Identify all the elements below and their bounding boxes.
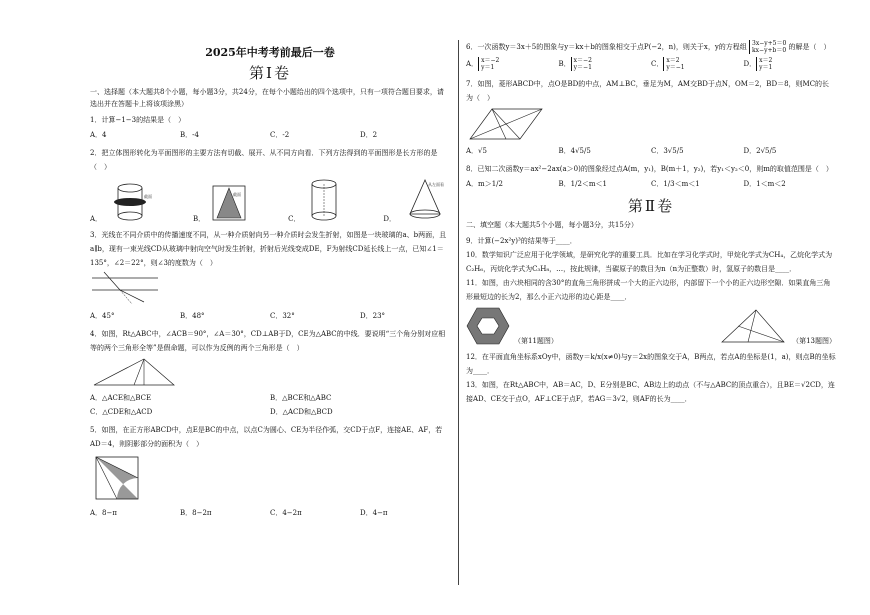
- option: B．48°: [180, 312, 205, 320]
- option: [559, 57, 652, 71]
- figure-label: 截面: [233, 192, 242, 197]
- question-1-options: [90, 130, 450, 140]
- option-figure: [288, 176, 344, 224]
- question-4-figure: [90, 355, 180, 389]
- question-11: 11．如图，由六块相同的含30°的直角三角形拼成一个大的正六边形，内部留下一个小的正六边形空隙．如果直角三角形最短边的长为2，那么小正六边形的边心距是____．: [466, 279, 831, 301]
- question-7: 7．如图，菱形ABCD中，点O是BD的中点，AM⊥BC，垂足为M，AM交BD于点N，OM＝2，BD＝8，则MC的长为（ ）: [466, 80, 830, 102]
- question-6-stem-end: 的解是（ ）: [788, 43, 831, 51]
- option: C．-2: [270, 131, 290, 139]
- option: D．2√5/5: [743, 147, 777, 155]
- option: C．4−2π: [270, 509, 302, 517]
- question-3-figure: [90, 270, 160, 308]
- option-letter: D．: [743, 60, 757, 68]
- option: A．45°: [90, 312, 115, 320]
- question-4-options: [90, 393, 450, 417]
- equation: x＝−2: [573, 57, 592, 64]
- option: B．4√5/5: [558, 147, 591, 155]
- figure-label: 从左面看: [427, 182, 444, 187]
- question-13: 13．如图，在Rt△ABC中，AB＝AC，D、E分别是BC、AB边上的动点（不与△ABC的顶点重合），且BE＝√2CD，连接AD、CE交于点O，AF⊥CE于点F，若AG＝3√2，则AF的长为____．: [466, 381, 835, 403]
- option-letter: A．: [466, 60, 479, 68]
- option: [651, 57, 744, 71]
- question-9: 9．计算(−2x²y)³的结果等于____．: [466, 237, 577, 245]
- option: A．4: [90, 131, 107, 139]
- triangle-figure: [718, 306, 788, 346]
- cylinder-figure: [304, 176, 344, 224]
- equation: x＝−2: [481, 57, 500, 64]
- option: C．3√5/5: [651, 147, 684, 155]
- option-letter: A．: [90, 215, 103, 223]
- option-system: [571, 57, 592, 71]
- question-2-figures: [90, 176, 450, 224]
- section-one-instructions: 一、选择题（本大题共8个小题，每小题3分，共24分，在每个小题给出的四个选项中，只有一项符合题目要求，请选出并在答题卡上将该项涂黑）: [90, 88, 444, 108]
- option: A．m＞1/2: [466, 180, 503, 188]
- option-figure: [383, 176, 450, 224]
- option: D．△ACD和△BCD: [270, 408, 333, 416]
- exam-title: 2025年中考考前最后一卷: [205, 46, 335, 59]
- question-2: 2．把立体图形转化为平面图形的主要方法有切截、展开、从不同方向看．下列方法得到的平面图形是长方形的是（ ）: [90, 149, 438, 171]
- cone-figure: [400, 176, 450, 224]
- option: D．4−π: [360, 509, 388, 517]
- question-3-options: [90, 311, 450, 321]
- figure-13: [718, 306, 836, 346]
- equation: y＝1: [759, 64, 773, 71]
- option: C．△CDE和△ACD: [90, 408, 153, 416]
- option-system: [478, 57, 499, 71]
- option-letter: D．: [383, 215, 396, 223]
- cone-cut-figure: [209, 180, 249, 224]
- figures-11-13: [466, 306, 836, 346]
- option: D．2: [360, 131, 378, 139]
- question-7-figure: [466, 105, 546, 143]
- equation-system: [749, 40, 786, 54]
- equation: kx−y+b＝0: [752, 47, 787, 54]
- question-5-figure: [90, 451, 144, 505]
- option: B．△BCE和△ABC: [270, 394, 332, 402]
- option-letter: C．: [651, 60, 664, 68]
- equation: 3x−y+5＝0: [752, 40, 787, 47]
- question-8: 8．已知二次函数y＝ax²−2ax(a＞0)的图象经过点A(m，y₁)，B(m＋1，y₂)，若y₁＜y₂＜0，则m的取值范围是（ ）: [466, 165, 833, 173]
- equation: y＝−1: [666, 64, 685, 71]
- option: [466, 57, 559, 71]
- option-letter: B．: [192, 215, 206, 223]
- question-5: 5．如图，在正方形ABCD中，点E是BC的中点，以点C为圆心、CE为半径作弧，交CD于点F，连接AE、AF，若AD＝4，则阴影部分的面积为（ ）: [90, 426, 443, 448]
- option: A．8−π: [90, 509, 117, 517]
- question-1: 1．计算−1−3的结果是（ ）: [90, 116, 186, 124]
- question-12: 12．在平面直角坐标系xOy中，函数y＝k/x(x≠0)与y＝2x的图象交于A，B两点，若点A的坐标是(1，a)，则点B的坐标为____．: [466, 353, 836, 375]
- question-6: [466, 40, 836, 54]
- equation: x＝2: [666, 57, 680, 64]
- question-6-stem: 6．一次函数y＝3x＋5的图象与y＝kx＋b的图象相交于点P(−2，n)，则关于x，y的方程组: [466, 43, 747, 51]
- option-system: [663, 57, 684, 71]
- option: C．1/3＜m＜1: [651, 180, 700, 188]
- figure-label: 截面: [144, 194, 153, 199]
- column-divider: [458, 40, 459, 585]
- option: A．√5: [466, 147, 487, 155]
- section-two-instructions: 二、填空题（本大题共5个小题，每小题3分，共15分）: [466, 221, 638, 229]
- option: C．32°: [270, 312, 295, 320]
- option: A．△ACE和△BCE: [90, 394, 152, 402]
- equation: x＝2: [759, 57, 773, 64]
- figure-11-caption: （第11题图）: [514, 337, 558, 345]
- part-one-heading: 第Ⅰ卷: [249, 64, 291, 82]
- question-4: 4．如图，Rt△ABC中，∠ACB＝90°，∠A＝30°，CD⊥AB于D，CE为△ABC的中线．要说明“三个角分别对应相等的两个三角形全等”是假命题，可以作为反例的两个三角形是（ ）: [90, 330, 446, 352]
- left-column: [90, 40, 450, 607]
- cylinder-cut-figure: [106, 180, 154, 224]
- option-system: [756, 57, 772, 71]
- option-figure: [193, 180, 249, 224]
- right-column: [466, 40, 836, 607]
- question-10: 10．数学知识广泛应用于化学领域，是研究化学的重要工具．比如在学习化学式时，甲烷化学式为CH₄，乙烷化学式为C₂H₆，丙烷化学式为C₃H₈，…，按此规律，当碳原子的数目为n（n为正整数）时，氢原子的数目是____．: [466, 251, 833, 273]
- option-figure: [90, 180, 154, 224]
- part-two-heading: 第Ⅱ卷: [627, 197, 675, 215]
- option-letter: C．: [288, 215, 301, 223]
- question-7-options: [466, 146, 836, 156]
- equation: y＝1: [481, 64, 495, 71]
- hexagon-figure: [466, 306, 510, 346]
- question-3: 3．光线在不同介质中的传播速度不同，从一种介质射向另一种介质时会发生折射，如图是一块玻璃的a、b两面，且a∥b，现有一束光线CD从玻璃中射向空气时发生折射，折射后光线变成DE，F为射线CD延长线上一点，已知∠1＝135°，∠2＝22°，则∠3的度数为（ ）: [90, 231, 447, 267]
- figure-13-caption: （第13题图）: [792, 337, 836, 345]
- option: B．1/2＜m＜1: [558, 180, 608, 188]
- option-letter: B．: [558, 60, 571, 68]
- option: B．-4: [180, 131, 199, 139]
- figure-11: [466, 306, 558, 346]
- option: B．8−2π: [180, 509, 212, 517]
- question-8-options: [466, 179, 836, 189]
- question-5-options: [90, 508, 450, 518]
- option: D．23°: [360, 312, 386, 320]
- option: D．1＜m＜2: [743, 180, 786, 188]
- question-6-options: [466, 57, 836, 71]
- equation: y＝−1: [573, 64, 592, 71]
- option: [744, 57, 837, 71]
